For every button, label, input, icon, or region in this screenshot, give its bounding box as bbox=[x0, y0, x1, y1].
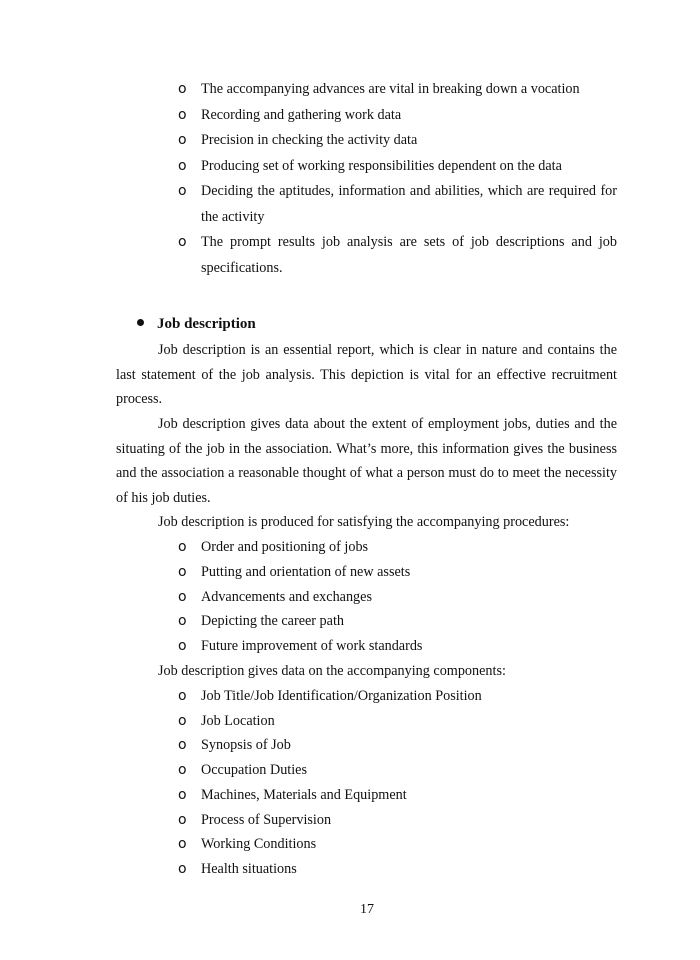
circle-bullet-icon: o bbox=[178, 132, 187, 148]
circle-bullet-icon: o bbox=[178, 712, 187, 729]
list-item bbox=[0, 634, 617, 659]
list-item-text: Order and positioning of jobs bbox=[201, 539, 369, 555]
section-heading bbox=[137, 313, 256, 335]
list-item-text: Working Conditions bbox=[201, 836, 317, 853]
circle-bullet-icon: o bbox=[178, 588, 187, 605]
list-item bbox=[0, 684, 617, 709]
circle-bullet-icon: o bbox=[178, 563, 187, 580]
list-item-text: Recording and gathering work data bbox=[201, 106, 402, 123]
components-lead: Job description gives data on the accompanying components: bbox=[158, 663, 506, 679]
list-item bbox=[0, 832, 617, 857]
list-item bbox=[0, 77, 617, 103]
paragraph-details: Job description gives data about the extent of employment jobs, duties and the situating of the job in the association. What’s more, this information gives the business and the association a reasonable thought of what a person must do to meet the necessity of his job duties. bbox=[116, 416, 617, 506]
circle-bullet-icon: o bbox=[178, 737, 187, 754]
list-item-text: Synopsis of Job bbox=[201, 737, 291, 754]
page-number: 17 bbox=[360, 902, 374, 917]
circle-bullet-icon: o bbox=[178, 234, 187, 250]
components-list bbox=[0, 684, 700, 882]
list-item bbox=[0, 535, 617, 560]
list-item-text: Job Title/Job Identification/Organization Position bbox=[201, 688, 482, 704]
list-item-text: Deciding the aptitudes, information and abilities, which are required for the activity bbox=[201, 183, 617, 225]
procedures-list bbox=[0, 535, 700, 659]
list-item-text: Putting and orientation of new assets bbox=[201, 563, 411, 580]
list-item-text: Depicting the career path bbox=[201, 613, 344, 630]
section-heading-text: Job description bbox=[157, 316, 256, 332]
circle-bullet-icon: o bbox=[178, 539, 187, 555]
circle-bullet-icon: o bbox=[178, 688, 187, 704]
list-item bbox=[0, 783, 617, 808]
circle-bullet-icon: o bbox=[178, 762, 187, 779]
circle-bullet-icon: o bbox=[178, 183, 187, 199]
list-item bbox=[0, 154, 617, 180]
list-item bbox=[0, 733, 617, 758]
list-item bbox=[0, 560, 617, 585]
list-item-text: Advancements and exchanges bbox=[201, 588, 372, 605]
list-item bbox=[0, 609, 617, 634]
procedures-lead: Job description is produced for satisfying the accompanying procedures: bbox=[158, 514, 570, 530]
list-item-text: The accompanying advances are vital in breaking down a vocation bbox=[201, 81, 580, 97]
list-item-text: Producing set of working responsibilities dependent on the data bbox=[201, 157, 562, 174]
circle-bullet-icon: o bbox=[178, 638, 187, 655]
list-item bbox=[0, 128, 617, 154]
list-item bbox=[0, 230, 617, 281]
list-item-text: Machines, Materials and Equipment bbox=[201, 786, 407, 803]
list-item bbox=[0, 585, 617, 610]
top-bullet-list bbox=[0, 77, 700, 281]
list-item bbox=[0, 857, 617, 882]
list-item bbox=[0, 709, 617, 734]
circle-bullet-icon: o bbox=[178, 786, 187, 803]
circle-bullet-icon: o bbox=[178, 860, 187, 877]
list-item bbox=[0, 103, 617, 129]
circle-bullet-icon: o bbox=[178, 836, 187, 853]
filled-bullet-icon bbox=[137, 319, 144, 326]
list-item-text: The prompt results job analysis are sets of job descriptions and job specifications. bbox=[201, 234, 617, 276]
list-item-text: Precision in checking the activity data bbox=[201, 132, 418, 148]
list-item bbox=[0, 808, 617, 833]
circle-bullet-icon: o bbox=[178, 157, 187, 174]
circle-bullet-icon: o bbox=[178, 613, 187, 630]
list-item-text: Occupation Duties bbox=[201, 762, 307, 779]
list-item-text: Future improvement of work standards bbox=[201, 638, 423, 655]
list-item-text: Process of Supervision bbox=[201, 811, 332, 828]
paragraph-definition: Job description is an essential report, which is clear in nature and contains the last statement of the job analysis. This depiction is vital for an effective recruitment process. bbox=[116, 342, 617, 408]
list-item bbox=[0, 758, 617, 783]
circle-bullet-icon: o bbox=[178, 811, 187, 828]
circle-bullet-icon: o bbox=[178, 106, 187, 123]
list-item-text: Health situations bbox=[201, 860, 297, 877]
list-item bbox=[0, 179, 617, 230]
circle-bullet-icon: o bbox=[178, 81, 187, 97]
list-item-text: Job Location bbox=[201, 712, 275, 729]
